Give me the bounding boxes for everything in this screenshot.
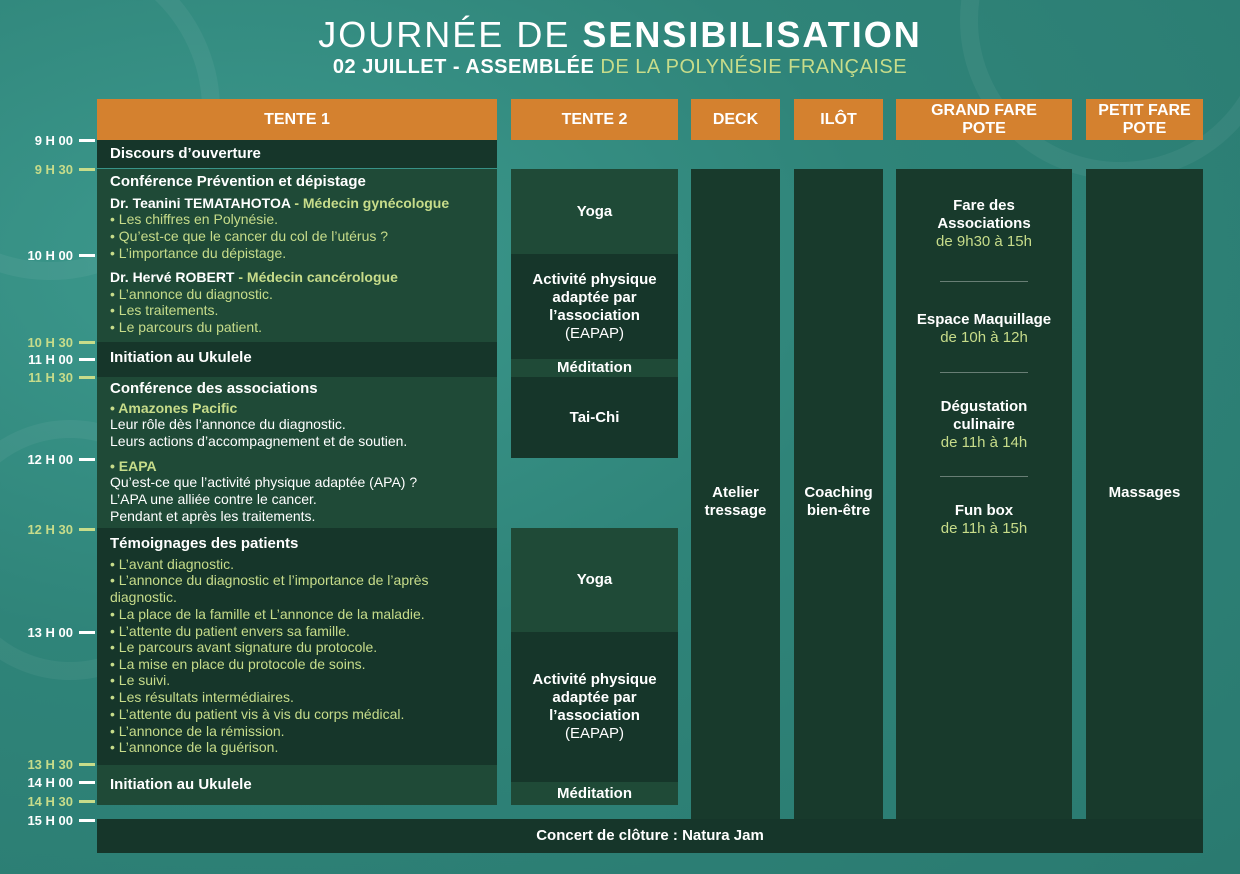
- temoignages-title: Témoignages des patients: [110, 535, 299, 552]
- tente2-meditation-2-block: [511, 782, 678, 805]
- time-tick: [79, 376, 95, 379]
- association-1-line: Leurs actions d’accompagnement et de soutien.: [110, 433, 408, 449]
- closing-concert-label: Concert de clôture : Natura Jam: [536, 827, 764, 844]
- header-tente-1: TENTE 1: [97, 99, 497, 140]
- temoignages-item: • La place de la famille et L’annonce de la maladie.: [110, 606, 425, 622]
- conference-associations-title: Conférence des associations: [110, 380, 318, 397]
- association-1-line: Leur rôle dès l’annonce du diagnostic.: [110, 416, 346, 432]
- tente1-discours-title: Discours d’ouverture: [110, 145, 261, 162]
- yoga-2-label: Yoga: [576, 571, 613, 588]
- time-tick: [79, 781, 95, 784]
- ukulele-title: Initiation au Ukulele: [110, 349, 252, 366]
- header-ilot: ILÔT: [794, 99, 883, 140]
- temoignages-item: • La mise en place du protocole de soins.: [110, 656, 366, 672]
- fare-associations-item: Fare des Associations de 9h30 à 15h: [936, 197, 1032, 250]
- tente1-ukulele-block: [97, 342, 497, 377]
- tente2-yoga-2-block: [511, 528, 678, 632]
- ilot-activity-label: Coaching bien-être: [804, 484, 873, 519]
- time-tick: [79, 168, 95, 171]
- association-2-line: Qu’est-ce que l’activité physique adaptée (APA) ?: [110, 474, 418, 490]
- time-tick: [79, 800, 95, 803]
- temoignages-item: • L’avant diagnostic.: [110, 556, 234, 572]
- time-label: 13 H 00: [27, 625, 73, 640]
- time-tick: [79, 139, 95, 142]
- time-label: 12 H 00: [27, 452, 73, 467]
- divider: [940, 476, 1028, 477]
- ukulele-2-title: Initiation au Ukulele: [110, 776, 252, 793]
- time-label: 14 H 00: [27, 775, 73, 790]
- header-grand-fare-pote: GRAND FARE POTE: [896, 99, 1072, 140]
- time-label: 11 H 00: [28, 352, 73, 367]
- temoignages-item: diagnostic.: [110, 589, 177, 605]
- temoignages-item: • L’annonce de la guérison.: [110, 739, 279, 755]
- time-label: 10 H 00: [27, 248, 73, 263]
- petit-fare-pote-column: [1086, 169, 1203, 819]
- meditation-label: Méditation: [557, 359, 632, 376]
- doctor-2-item: • Le parcours du patient.: [110, 319, 262, 335]
- time-tick: [79, 341, 95, 344]
- tente2-meditation-block: [511, 359, 678, 377]
- time-label: 9 H 30: [34, 162, 73, 177]
- doctor-2-heading: Dr. Hervé ROBERT - Médecin cancérologue: [110, 269, 398, 285]
- temoignages-item: • Le suivi.: [110, 672, 171, 688]
- ilot-column: [794, 169, 883, 819]
- page-title: JOURNÉE DE SENSIBILISATION: [318, 14, 922, 55]
- time-label: 12 H 30: [27, 522, 73, 537]
- association-2-name: • EAPA: [110, 458, 157, 474]
- espace-maquillage-item: Espace Maquillage de 10h à 12h: [916, 311, 1052, 346]
- eapap-label: Activité physique adaptée par l’association (EAPAP): [532, 270, 657, 342]
- doctor-2-item: • Les traitements.: [110, 302, 219, 318]
- closing-concert-bar: [97, 819, 1203, 853]
- association-2-line: L’APA une alliée contre le cancer.: [110, 491, 317, 507]
- tente2-eapap-2-block: [511, 632, 678, 782]
- meditation-2-label: Méditation: [557, 784, 632, 802]
- tente1-ukulele-2-block: [97, 765, 497, 805]
- header-petit-fare-pote: PETIT FARE POTE: [1086, 99, 1203, 140]
- time-tick: [79, 358, 95, 361]
- degustation-item: Dégustation culinaire de 11h à 14h: [940, 398, 1028, 451]
- fun-box-item: Fun box de 11h à 15h: [940, 502, 1028, 537]
- temoignages-item: • Le parcours avant signature du protocole.: [110, 639, 378, 655]
- tente1-conference-prevention-block: [97, 169, 497, 342]
- doctor-1-item: • L’importance du dépistage.: [110, 245, 287, 261]
- tente1-conference-associations-block: [97, 377, 497, 528]
- tente2-yoga-block: [511, 169, 678, 254]
- divider: [940, 281, 1028, 282]
- tente2-eapap-block: [511, 254, 678, 359]
- temoignages-item: • L’annonce du diagnostic et l’importance de l’après: [110, 572, 429, 588]
- time-label: 11 H 30: [28, 370, 73, 385]
- grand-fare-pote-column: [896, 169, 1072, 819]
- deck-column: [691, 169, 780, 819]
- page-subtitle: 02 JUILLET - ASSEMBLÉE DE LA POLYNÉSIE FRANÇAISE: [332, 56, 908, 78]
- time-tick: [79, 631, 95, 634]
- association-1-name: • Amazones Pacific: [110, 400, 238, 416]
- eapap-2-label: Activité physique adaptée par l’association (EAPAP): [532, 671, 657, 742]
- time-tick: [79, 763, 95, 766]
- tente1-discours-block: [97, 140, 497, 168]
- time-label: 10 H 30: [27, 335, 73, 350]
- temoignages-item: • L’attente du patient vis à vis du corps médical.: [110, 706, 405, 722]
- yoga-label: Yoga: [576, 202, 613, 220]
- header-tente-2: TENTE 2: [511, 99, 678, 140]
- time-label: 15 H 00: [27, 813, 73, 828]
- tente2-taichi-block: [511, 377, 678, 458]
- time-tick: [79, 254, 95, 257]
- divider: [940, 372, 1028, 373]
- doctor-1-item: • Qu’est-ce que le cancer du col de l’utérus ?: [110, 228, 389, 244]
- time-label: 9 H 00: [34, 133, 73, 148]
- association-2-line: Pendant et après les traitements.: [110, 508, 316, 524]
- time-tick: [79, 458, 95, 461]
- temoignages-item: • L’attente du patient envers sa famille.: [110, 623, 350, 639]
- taichi-label: Tai-Chi: [569, 408, 620, 426]
- temoignages-item: • Les résultats intermédiaires.: [110, 689, 294, 705]
- conference-prevention-title: Conférence Prévention et dépistage: [110, 173, 366, 190]
- doctor-2-item: • L’annonce du diagnostic.: [110, 286, 273, 302]
- temoignages-item: • L’annonce de la rémission.: [110, 723, 285, 739]
- time-label: 14 H 30: [27, 794, 73, 809]
- time-tick: [79, 528, 95, 531]
- time-tick: [79, 819, 95, 822]
- doctor-1-item: • Les chiffres en Polynésie.: [110, 211, 279, 227]
- massages-label: Massages: [1108, 484, 1181, 501]
- tente1-temoignages-block: [97, 528, 497, 765]
- deck-activity-label: Atelier tressage: [704, 484, 767, 519]
- header-deck: DECK: [691, 99, 780, 140]
- time-label: 13 H 30: [27, 757, 73, 772]
- doctor-1-heading: Dr. Teanini TEMATAHOTOA - Médecin gynécologue: [110, 195, 450, 211]
